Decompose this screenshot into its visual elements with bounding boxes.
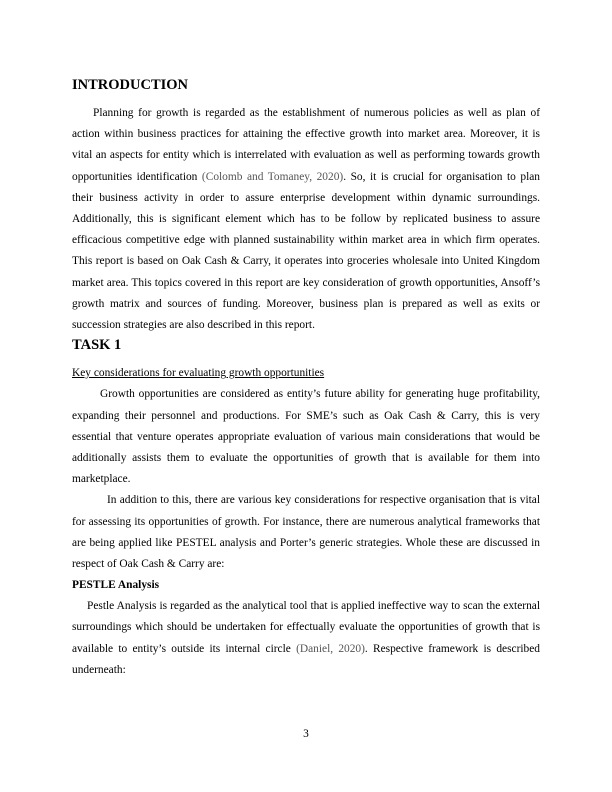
introduction-paragraph [72,103,540,336]
pestle-paragraph [72,596,540,681]
pestle-text-part2: . Respective framework is described underneath: [72,642,540,676]
introduction-heading: INTRODUCTION [72,77,189,93]
growth-considerations-subheading: Key considerations for evaluating growth opportunities [72,367,325,380]
pestle-citation: (Daniel, 2020) [296,642,365,655]
task1-heading: TASK 1 [72,337,122,354]
growth-opportunities-paragraph: Growth opportunities are considered as entity’s future ability for generating huge profitability, expanding their personnel and productions. For SME’s such as Oak Cash & Carry, this is very essential that venture operates appropriate evaluation of various main considerations that would be additionally assists them to evaluate the opportunities of growth that is available for them into marketplace. [72,388,540,486]
page-number: 3 [303,728,309,740]
introduction-text-part2: . So, it is crucial for organisation to plan their business activity in order to assure enterprise development within dynamic surroundings. Additionally, this is significant element which has to be follow by replicated business to assure efficacious competitive edge with planned sustainability within market area in which firm operates. This report is based on Oak Cash & Carry, it operates into groceries wholesale into United Kingdom market area. This topics covered in this report are key consideration of growth opportunities, Ansoff’s growth matrix and sources of funding. Moreover, business plan is prepared as well as exits or succession strategies are also described in this report. [72,170,540,332]
pestle-heading: PESTLE Analysis [72,579,160,592]
key-considerations-paragraph: In addition to this, there are various key considerations for respective organisation that is vital for assessing its opportunities of growth. For instance, there are numerous analytical frameworks that are being applied like PESTEL analysis and Porter’s generic strategies. Whole these are discussed in respect of Oak Cash & Carry are: [72,494,540,571]
page-content [72,76,540,681]
introduction-citation: (Colomb and Tomaney, 2020) [201,170,344,183]
introduction-text-part1: Planning for growth is regarded as the establishment of numerous policies as well as plan of action within business practices for attaining the effective growth into market area. Moreover, it is vital an aspects for entity which is interrelated with evaluation as well as performing towards growth opportunities identification [72,107,540,183]
pestle-text-part1: Pestle Analysis is regarded as the analytical tool that is applied ineffective way to scan the external surroundings which should be undertaken for effectually evaluate the opportunities of growth that is available to entity’s outside its internal circle [72,600,540,655]
